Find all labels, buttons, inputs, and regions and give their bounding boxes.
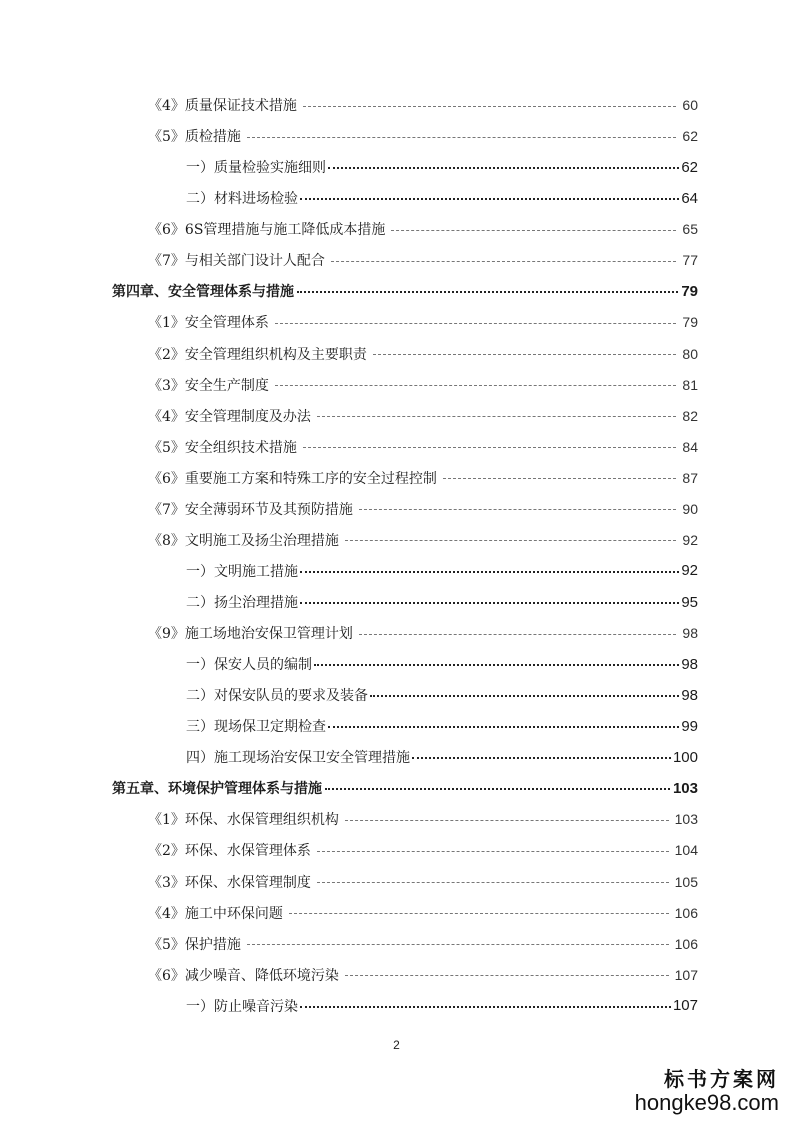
toc-entry-title: 一）防止噪音污染 bbox=[186, 998, 298, 1015]
toc-entry-page: 79 bbox=[682, 314, 698, 331]
toc-leader-line bbox=[412, 757, 671, 759]
toc-entry[interactable] bbox=[148, 528, 698, 552]
toc-entry-title: 《1》安全管理体系 bbox=[148, 315, 269, 332]
toc-entry[interactable] bbox=[186, 186, 698, 210]
toc-entry-page: 81 bbox=[682, 376, 698, 393]
toc-leader-line bbox=[314, 664, 679, 666]
toc-entry[interactable] bbox=[186, 652, 698, 676]
toc-entry-title: 《2》环保、水保管理体系 bbox=[148, 843, 311, 860]
toc-entry-page: 79 bbox=[681, 282, 698, 300]
toc-entry-page: 80 bbox=[682, 345, 698, 362]
toc-entry[interactable] bbox=[148, 838, 698, 862]
watermark bbox=[635, 1068, 779, 1116]
toc-leader-line bbox=[303, 106, 677, 107]
toc-leader-line bbox=[359, 509, 677, 510]
toc-entry-title: 二）对保安队员的要求及装备 bbox=[186, 688, 368, 705]
toc-entry-page: 106 bbox=[674, 935, 698, 952]
toc-leader-line bbox=[275, 385, 677, 386]
toc-entry-title: 《3》环保、水保管理制度 bbox=[148, 874, 311, 891]
toc-entry-title: 《5》保护措施 bbox=[148, 936, 241, 953]
toc-leader-line bbox=[331, 261, 677, 262]
toc-entry-page: 60 bbox=[682, 97, 698, 113]
toc-entry-title: 二）扬尘治理措施 bbox=[186, 595, 298, 611]
toc-entry-page: 98 bbox=[681, 655, 698, 673]
toc-entry[interactable] bbox=[148, 248, 698, 272]
toc-leader-line bbox=[359, 634, 677, 635]
toc-leader-line bbox=[300, 1006, 671, 1008]
toc-leader-line bbox=[300, 198, 679, 200]
toc-leader-line bbox=[300, 602, 679, 604]
toc-entry-page: 104 bbox=[674, 842, 698, 859]
toc-entry[interactable] bbox=[148, 901, 698, 925]
toc-entry[interactable] bbox=[148, 404, 698, 428]
toc-entry[interactable] bbox=[186, 714, 698, 738]
toc-entry[interactable] bbox=[148, 373, 698, 397]
toc-entry[interactable] bbox=[148, 342, 698, 366]
toc-entry-title: 《2》安全管理组织机构及主要职责 bbox=[148, 346, 367, 363]
toc-entry-title: 《1》环保、水保管理组织机构 bbox=[148, 812, 339, 829]
toc-entry[interactable] bbox=[148, 217, 698, 241]
toc-leader-line bbox=[317, 851, 669, 852]
toc-entry-title: 二）材料进场检验 bbox=[186, 191, 298, 208]
toc-leader-line bbox=[345, 540, 677, 541]
toc-entry[interactable] bbox=[186, 745, 698, 769]
toc-entry-title: 《6》6S管理措施与施工降低成本措施 bbox=[148, 222, 386, 239]
toc-entry-page: 103 bbox=[674, 811, 698, 828]
toc-entry-title: 《6》减少噪音、降低环境污染 bbox=[148, 967, 339, 984]
toc-entry-title: 一）文明施工措施 bbox=[186, 563, 298, 580]
toc-entry-page: 92 bbox=[682, 531, 698, 548]
toc-entry[interactable] bbox=[148, 124, 698, 148]
watermark-url: hongke98.com bbox=[634, 1090, 779, 1115]
toc-entry-title: 一）质量检验实施细则 bbox=[186, 160, 326, 177]
toc-entry-page: 65 bbox=[682, 221, 698, 238]
toc-leader-line bbox=[328, 167, 679, 169]
toc-entry-page: 82 bbox=[682, 407, 698, 424]
toc-entry[interactable] bbox=[186, 994, 698, 1018]
toc-entry-page: 92 bbox=[681, 562, 698, 580]
toc-entry-page: 107 bbox=[672, 997, 698, 1015]
toc-entry-page: 62 bbox=[681, 158, 698, 176]
toc-entry-page: 62 bbox=[682, 128, 698, 145]
toc-entry-page: 87 bbox=[682, 469, 698, 486]
toc-entry[interactable] bbox=[186, 155, 698, 179]
toc-leader-line bbox=[247, 137, 677, 138]
toc-entry-title: 《4》质量保证技术措施 bbox=[148, 98, 297, 114]
toc-entry-page: 95 bbox=[681, 593, 698, 611]
toc-entry-page: 100 bbox=[672, 748, 698, 766]
toc-entry[interactable] bbox=[186, 559, 698, 583]
toc-entry-page: 98 bbox=[682, 625, 698, 641]
toc-entry-title: 《5》质检措施 bbox=[148, 129, 241, 146]
toc-entry-title: 一）保安人员的编制 bbox=[186, 657, 312, 674]
toc-entry-page: 64 bbox=[681, 189, 698, 207]
toc-entry-page: 90 bbox=[682, 500, 698, 517]
toc-entry[interactable] bbox=[148, 497, 698, 521]
toc-leader-line bbox=[373, 354, 677, 355]
toc-entry-page: 77 bbox=[682, 252, 698, 269]
toc-entry-title: 《5》安全组织技术措施 bbox=[148, 439, 297, 456]
toc-entry-title: 《8》文明施工及扬尘治理措施 bbox=[148, 532, 339, 549]
toc-leader-line bbox=[300, 571, 679, 573]
toc-chapter-entry[interactable] bbox=[112, 776, 698, 800]
toc-entry-title: 《9》施工场地治安保卫管理计划 bbox=[148, 626, 353, 642]
toc-entry-page: 105 bbox=[674, 873, 698, 890]
toc-leader-line bbox=[317, 416, 677, 417]
toc-entry-title: 《4》安全管理制度及办法 bbox=[148, 408, 311, 425]
toc-entry-title: 《3》安全生产制度 bbox=[148, 377, 269, 394]
toc-entry[interactable] bbox=[148, 310, 698, 334]
toc-entry-page: 98 bbox=[681, 686, 698, 704]
toc-entry[interactable] bbox=[186, 683, 698, 707]
toc-leader-line bbox=[345, 820, 669, 821]
toc-entry[interactable] bbox=[186, 590, 698, 614]
toc-leader-line bbox=[289, 913, 669, 914]
toc-leader-line bbox=[325, 788, 670, 790]
toc-entry[interactable] bbox=[148, 807, 698, 831]
toc-leader-line bbox=[317, 882, 669, 883]
toc-leader-line bbox=[303, 447, 677, 448]
toc-entry-page: 84 bbox=[682, 438, 698, 455]
toc-entry-page: 106 bbox=[674, 904, 698, 921]
toc-leader-line bbox=[297, 291, 678, 293]
toc-chapter-entry[interactable] bbox=[112, 279, 698, 303]
toc-entry[interactable] bbox=[148, 466, 698, 490]
toc-entry-title: 《4》施工中环保问题 bbox=[148, 905, 283, 922]
toc-entry-title: 《6》重要施工方案和特殊工序的安全过程控制 bbox=[148, 470, 437, 487]
toc-leader-line bbox=[275, 323, 677, 324]
toc-leader-line bbox=[328, 726, 679, 728]
toc-leader-line bbox=[391, 230, 676, 231]
toc-leader-line bbox=[370, 695, 679, 697]
toc-leader-line bbox=[345, 975, 669, 976]
toc-entry-title: 《7》与相关部门设计人配合 bbox=[148, 253, 325, 270]
toc-entry[interactable] bbox=[148, 93, 698, 117]
toc-entry-title: 四）施工现场治安保卫安全管理措施 bbox=[186, 750, 410, 767]
toc-entry-title: 第五章、环境保护管理体系与措施 bbox=[112, 781, 322, 798]
toc-entry-page: 107 bbox=[674, 966, 698, 983]
page-number: 2 bbox=[393, 1038, 400, 1052]
toc-entry-title: 第四章、安全管理体系与措施 bbox=[112, 284, 294, 301]
toc-entry-title: 《7》安全薄弱环节及其预防措施 bbox=[148, 501, 353, 518]
toc-entry[interactable] bbox=[148, 963, 698, 987]
toc-entry-title: 三）现场保卫定期检查 bbox=[186, 719, 326, 736]
toc-entry[interactable] bbox=[148, 870, 698, 894]
toc-leader-line bbox=[443, 478, 677, 479]
watermark-site-name: 标书方案网 bbox=[664, 1067, 779, 1091]
toc-entry[interactable] bbox=[148, 435, 698, 459]
toc-entry-page: 99 bbox=[681, 717, 698, 735]
toc-entry-page: 103 bbox=[672, 779, 698, 797]
toc-leader-line bbox=[247, 944, 669, 945]
toc-entry[interactable] bbox=[148, 621, 698, 645]
toc-entry[interactable] bbox=[148, 932, 698, 956]
